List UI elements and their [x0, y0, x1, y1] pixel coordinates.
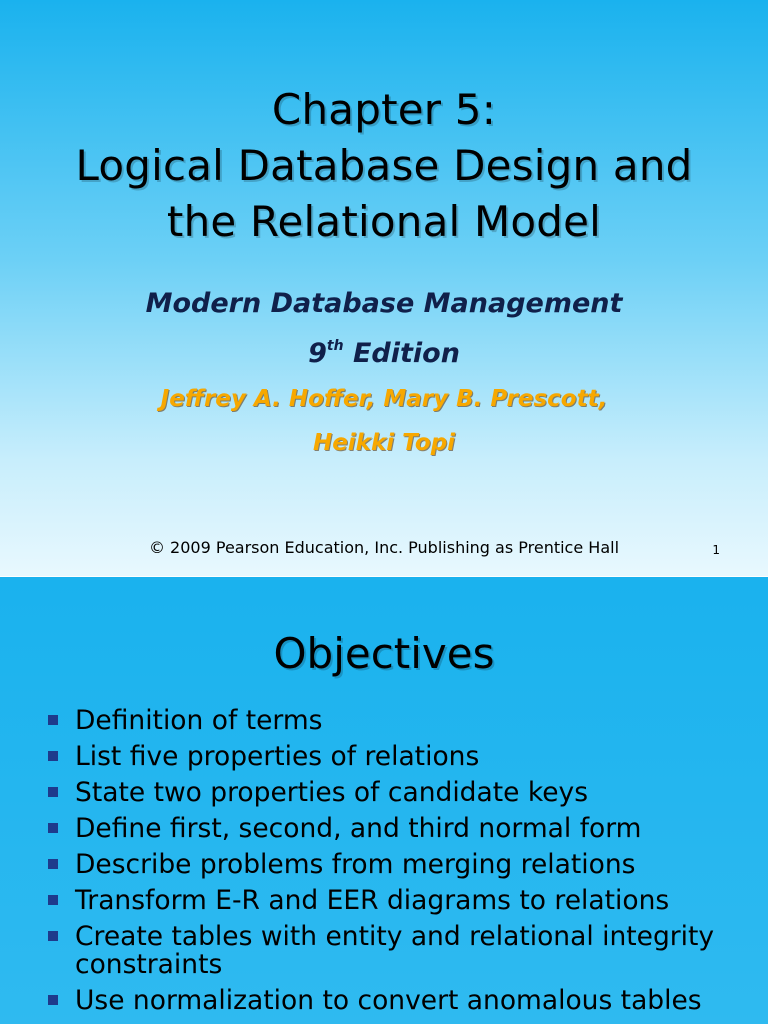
authors-line-2: Heikki Topi — [312, 430, 456, 456]
objectives-list — [44, 707, 744, 1023]
square-bullet-icon — [48, 823, 58, 833]
list-item: Use normalization to convert anomalous tables — [44, 987, 744, 1015]
title-line-3: the Relational Model — [166, 197, 602, 246]
slide-title — [0, 82, 768, 250]
title-line-2: Logical Database Design and — [75, 141, 693, 190]
objectives-slide — [0, 577, 768, 1024]
page-number: 1 — [712, 543, 720, 557]
square-bullet-icon — [48, 715, 58, 725]
square-bullet-icon — [48, 895, 58, 905]
list-item: Define first, second, and third normal form — [44, 815, 744, 843]
list-item: List five properties of relations — [44, 743, 744, 771]
list-item: Definition of terms — [44, 707, 744, 735]
edition — [0, 338, 768, 369]
edition-label: Edition — [352, 338, 460, 369]
square-bullet-icon — [48, 995, 58, 1005]
list-item: Describe problems from merging relations — [44, 851, 744, 879]
square-bullet-icon — [48, 787, 58, 797]
objectives-title: Objectives — [273, 629, 495, 678]
copyright-footer: © 2009 Pearson Education, Inc. Publishing as Prentice Hall — [148, 538, 620, 557]
edition-number: 9 — [308, 338, 327, 369]
list-item: Create tables with entity and relational integrity constraints — [44, 923, 744, 979]
edition-suffix: th — [326, 338, 344, 354]
list-item: Transform E-R and EER diagrams to relations — [44, 887, 744, 915]
book-title: Modern Database Management — [145, 288, 623, 319]
list-item: State two properties of candidate keys — [44, 779, 744, 807]
authors-line-1: Jeffrey A. Hoffer, Mary B. Prescott, — [160, 386, 608, 412]
square-bullet-icon — [48, 859, 58, 869]
square-bullet-icon — [48, 751, 58, 761]
title-line-1: Chapter 5: — [271, 85, 497, 134]
square-bullet-icon — [48, 931, 58, 941]
